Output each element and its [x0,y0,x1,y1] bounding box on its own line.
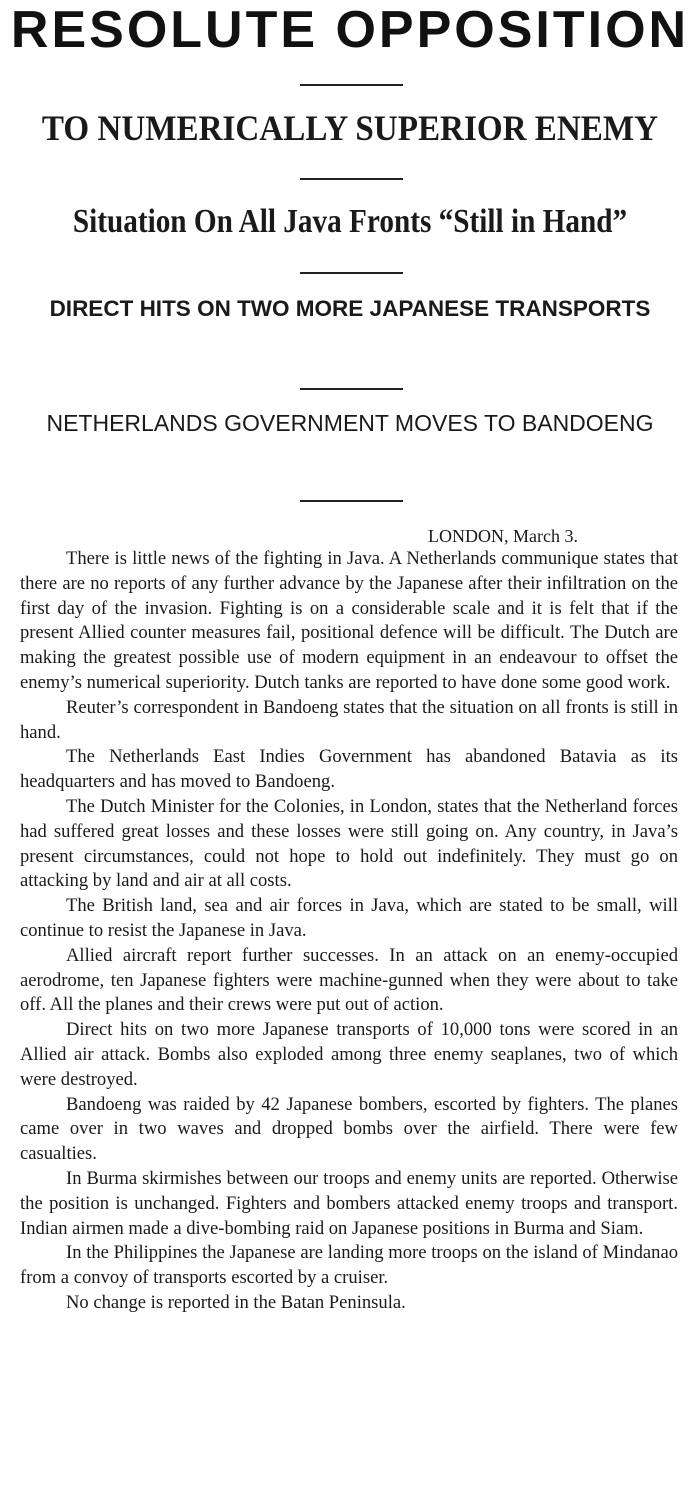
article-paragraph: The Netherlands East Indies Government has abandoned Batavia as its headquarters and has moved to Bandoeng. [20,746,678,793]
article-body [20,547,678,1316]
article-paragraph: Reuter’s correspondent in Bandoeng states that the situation on all fronts is still in hand. [20,696,678,743]
headline-divider [300,178,403,180]
article-paragraph: Allied aircraft report further successes. In an attack on an enemy-occupied aerodrome, ten Japanese fighters were machine-gunned when they were about to take off. All the planes and their crews were put out of action. [20,944,678,1016]
article-paragraph: There is little news of the fighting in Java. A Netherlands communique states that there are no reports of any further advance by the Japanese after their infiltration on the first day of the invasion. Fighting is on a considerable scale and it is felt that if the present Allied counter measures fail, positional defence will be difficult. The Dutch are making the greatest possible use of modern equipment in an endeavour to offset the enemy’s numerical superiority. Dutch tanks are reported to have done some good work. [20,548,678,693]
headline-secondary: TO NUMERICALLY SUPERIOR ENEMY [41,108,659,148]
article-paragraph: Bandoeng was raided by 42 Japanese bombers, escorted by fighters. The planes came over in two waves and dropped bombs over the airfield. There were few casualties. [20,1093,678,1165]
article-paragraph: No change is reported in the Batan Peninsula. [66,1291,406,1313]
headline-divider [300,84,403,86]
article-paragraph: The British land, sea and air forces in Java, which are stated to be small, will continue to resist the Japanese in Java. [20,895,678,941]
headline-main: RESOLUTE OPPOSITION [10,1,690,59]
headline-divider [300,272,403,274]
headline-divider [300,500,403,502]
headline-netherlands-government: NETHERLANDS GOVERNMENT MOVES TO BANDOENG [46,410,654,436]
headline-situation: Situation On All Java Fronts “Still in Hand” [72,203,628,240]
headline-direct-hits: DIRECT HITS ON TWO MORE JAPANESE TRANSPORTS [49,296,651,321]
article-paragraph: In Burma skirmishes between our troops and enemy units are reported. Otherwise the position is unchanged. Fighters and bombers attacked enemy troops and transport. Indian airmen made a dive-bombing raid on Japanese positions in Burma and Siam. [20,1167,678,1239]
article-paragraph: In the Philippines the Japanese are landing more troops on the island of Mindanao from a convoy of transports escorted by a cruiser. [20,1242,678,1289]
article-paragraph: The Dutch Minister for the Colonies, in London, states that the Netherland forces had suffered great losses and these losses were still going on. Any country, in Java’s present circumstances, could not hope to hold out indefinitely. They must go on attacking by land and air at all costs. [20,795,678,892]
headline-divider [300,388,403,390]
article-paragraph: Direct hits on two more Japanese transports of 10,000 tons were scored in an Allied air attack. Bombs also exploded among three enemy seaplanes, two of which were destroyed. [20,1019,678,1090]
dateline: LONDON, March 3. [428,526,578,546]
